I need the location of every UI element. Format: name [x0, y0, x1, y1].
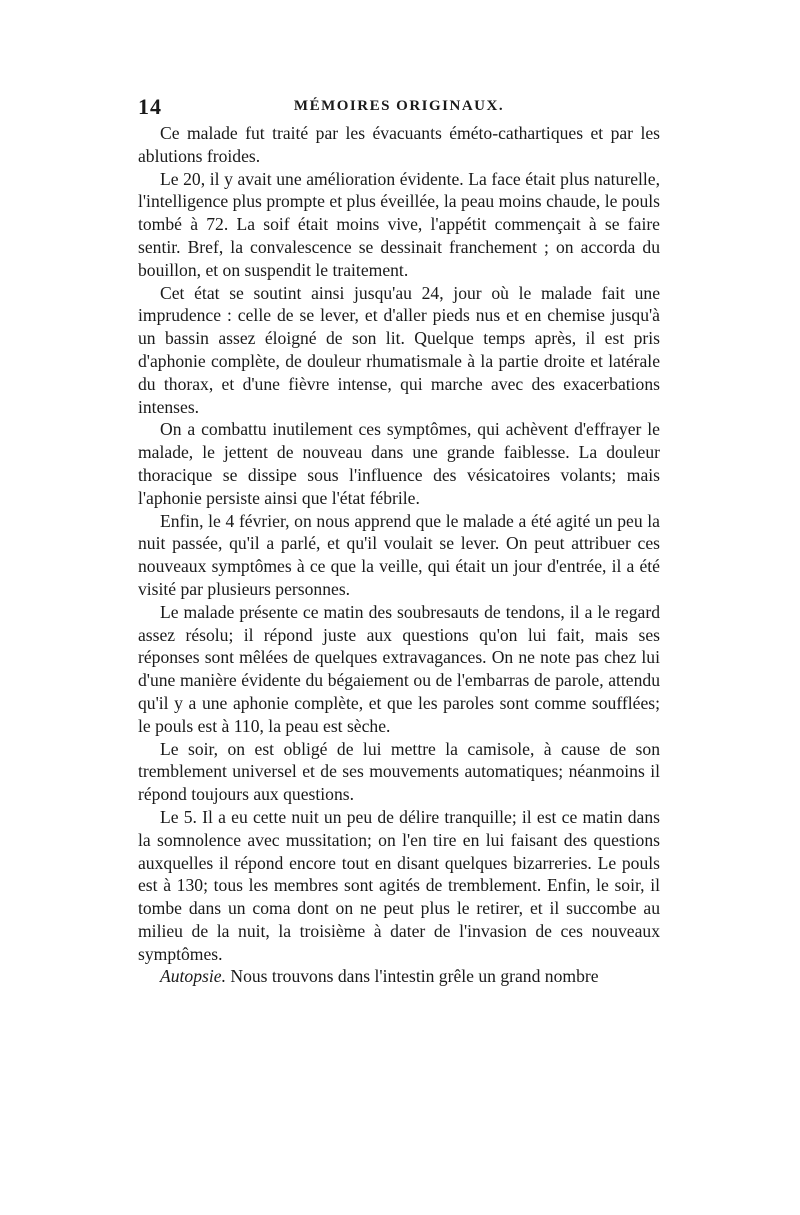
paragraph: Enfin, le 4 février, on nous apprend que le malade a été agité un peu la nuit passée, qu'il a parlé, et qu'il voulait se lever. On peut attribuer ces nouveaux symptômes à ce que la veille, qui était un jour d'entrée, il a été visité par plusieurs personnes. [138, 510, 660, 599]
running-title: MÉMOIRES ORIGINAUX. [293, 98, 505, 114]
running-head [138, 92, 660, 122]
paragraph: Le soir, on est obligé de lui mettre la camisole, à cause de son tremblement universel et de ses mouvements automatiques; néanmoins il répond toujours aux questions. [138, 738, 660, 805]
book-page [138, 92, 660, 988]
body-text [138, 122, 660, 988]
paragraph: Cet état se soutint ainsi jusqu'au 24, jour où le malade fait une imprudence : celle de se lever, et d'aller pieds nus et en chemise jusqu'à un bassin assez éloigné de son lit. Quelque temps après, il est pris d'aphonie complète, de douleur rhumatismale à la partie droite et latérale du thorax, et d'une fièvre intense, qui marche avec des exacerbations intenses. [138, 282, 660, 417]
paragraph: On a combattu inutilement ces symptômes, qui achèvent d'effrayer le malade, le jettent de nouveau dans une grande faiblesse. La douleur thoracique se dissipe sous l'influence des vésicatoires volants; mais l'aphonie persiste ainsi que l'état fébrile. [138, 419, 660, 508]
autopsy-label: Autopsie. [160, 966, 226, 987]
paragraph: Le malade présente ce matin des soubresauts de tendons, il a le regard assez résolu; il répond juste aux questions qu'on lui fait, mais ses réponses sont mêlées de quelques extravagances. On ne note pas chez lui d'une manière évidente du bégaiement ou de l'embarras de parole, attendu qu'il y a une aphonie complète, et que les paroles sont comme soufflées; le pouls est à 110, la peau est sèche. [138, 601, 660, 736]
page-number: 14 [138, 94, 162, 119]
autopsy-text: Nous trouvons dans l'intestin grêle un grand nombre [225, 966, 599, 987]
paragraph: Le 20, il y avait une amélioration évidente. La face était plus naturelle, l'intelligence plus prompte et plus éveillée, la peau moins chaude, le pouls tombé à 72. La soif était moins vive, l'appétit commençait à se faire sentir. Bref, la convalescence se dessinait franchement ; on accorda du bouillon, et on suspendit le traitement. [138, 168, 660, 280]
paragraph: Le 5. Il a eu cette nuit un peu de délire tranquille; il est ce matin dans la somnolence avec mussitation; on l'en tire en lui faisant des questions auxquelles il répond encore tout en disant quelques bizarreries. Le pouls est à 130; tous les membres sont agités de tremblement. Enfin, le soir, il tombe dans un coma dont on ne peut plus le retirer, et il succombe au milieu de la nuit, la troisième à dater de l'invasion de ces nouveaux symptômes. [138, 806, 660, 964]
autopsy-paragraph [138, 965, 660, 988]
paragraph: Ce malade fut traité par les évacuants éméto-cathartiques et par les ablutions froides. [138, 123, 660, 166]
